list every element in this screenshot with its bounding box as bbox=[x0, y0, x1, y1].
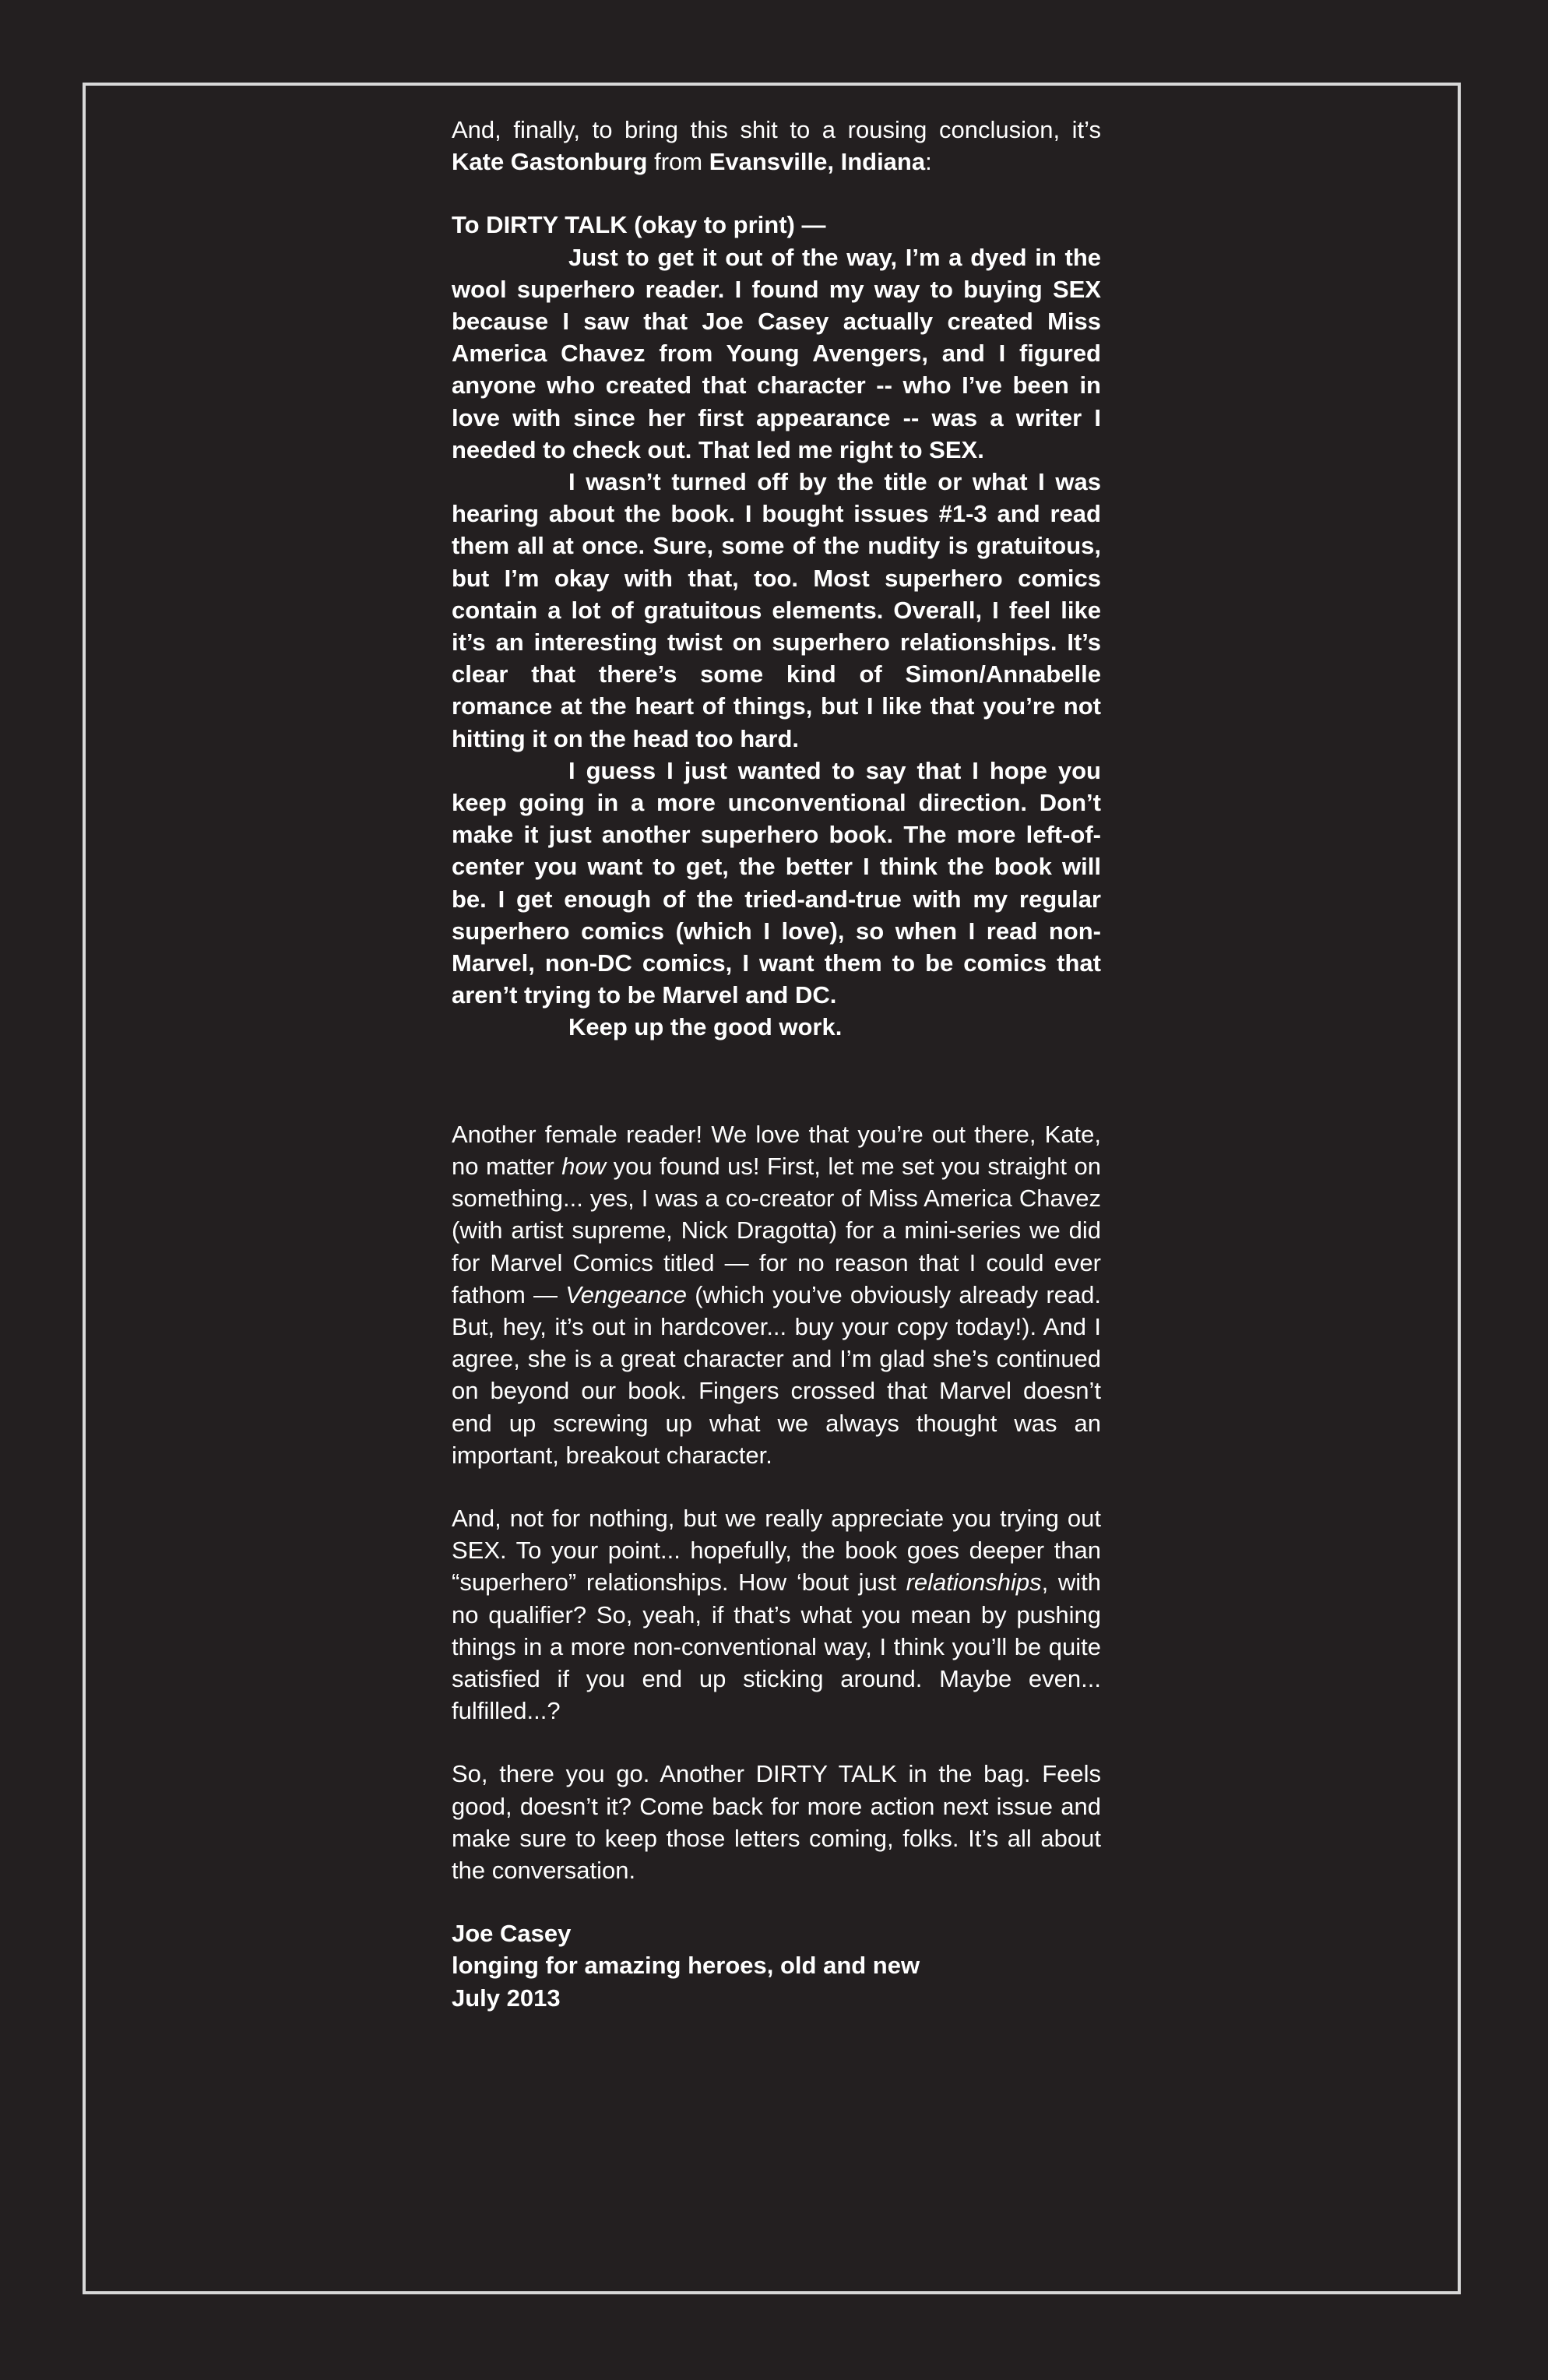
letter-intro bbox=[452, 114, 1101, 178]
reply-paragraph: So, there you go. Another DIRTY TALK in the bag. Feels good, doesn’t it? Come back for more action next issue and make sure to keep those letters coming, folks. It’s all about the conversation. bbox=[452, 1760, 1101, 1884]
letter-writer-name: Kate Gastonburg bbox=[452, 148, 648, 176]
letter-paragraph: I wasn’t turned off by the title or what I was hearing about the book. I bought issues #1-3 and read them all at once. Sure, some of the nudity is gratuitous, but I’m okay with that, too. Most superhero comics contain a lot of gratuitous elements. Overall, I feel like it’s an interesting twist on superhero relationships. It’s clear that there’s some kind of Simon/Annabelle romance at the heart of things, but I like that you’re not hitting it on the head too hard. bbox=[452, 468, 1101, 752]
letter-paragraph: Just to get it out of the way, I’m a dyed in the wool superhero reader. I found my way to buying SEX because I saw that Joe Casey actually created Miss America Chavez from Young Avengers, and I figured anyone who created that character -- who I’ve been in love with since her first appearance -- was a writer I needed to check out. That led me right to SEX. bbox=[452, 243, 1101, 463]
editor-reply bbox=[452, 1118, 1101, 1886]
letter-writer-location: Evansville, Indiana bbox=[709, 148, 926, 176]
signature-block bbox=[452, 1917, 1101, 2014]
letter-closing: Keep up the good work. bbox=[568, 1013, 843, 1041]
reply-paragraph: And, not for nothing, but we really appreciate you trying out SEX. To your point... hopefully, the book goes deeper than “superhero” relationships. How ‘bout just relationships, with no qualifier? So, yeah, if that’s what you mean by pushing things in a more non-conventional way, I think you’ll be quite satisfied if you end up sticking around. Maybe even... fulfilled...? bbox=[452, 1504, 1102, 1725]
reader-letter bbox=[452, 209, 1101, 1043]
signature-date: July 2013 bbox=[452, 1984, 561, 2012]
reply-paragraph: Another female reader! We love that you’re out there, Kate, no matter how you found us! First, let me set you straight on something... yes, I was a co-creator of Miss America Chavez (with artist supreme, Nick Dragotta) for a mini-series we did for Marvel Comics titled — for no reason that I could ever fathom — Vengeance (which you’ve obviously already read. But, hey, it’s out in hardcover... buy your copy today!). And I agree, she is a great character and I’m glad she’s continued on beyond our book. Fingers crossed that Marvel doesn’t end up screwing up what we always thought was an important, breakout character. bbox=[452, 1120, 1102, 1469]
letters-column bbox=[452, 114, 1101, 2014]
letter-salutation: To DIRTY TALK (okay to print) — bbox=[452, 211, 826, 239]
intro-tail-text: : bbox=[925, 148, 932, 176]
intro-lead-text: And, finally, to bring this shit to a rousing conclusion, it’s bbox=[452, 116, 1101, 143]
signature-tagline: longing for amazing heroes, old and new bbox=[452, 1952, 920, 1980]
letter-paragraph: I guess I just wanted to say that I hope you keep going in a more unconventional direction. Don’t make it just another superhero book. The more left-of-center you want to get, the better I think the book will be. I get enough of the tried-and-true with my regular superhero comics (which I love), so when I read non-Marvel, non-DC comics, I want them to be comics that aren’t trying to be Marvel and DC. bbox=[452, 756, 1101, 1009]
signature-name: Joe Casey bbox=[452, 1920, 572, 1948]
intro-from-text: from bbox=[647, 148, 709, 176]
